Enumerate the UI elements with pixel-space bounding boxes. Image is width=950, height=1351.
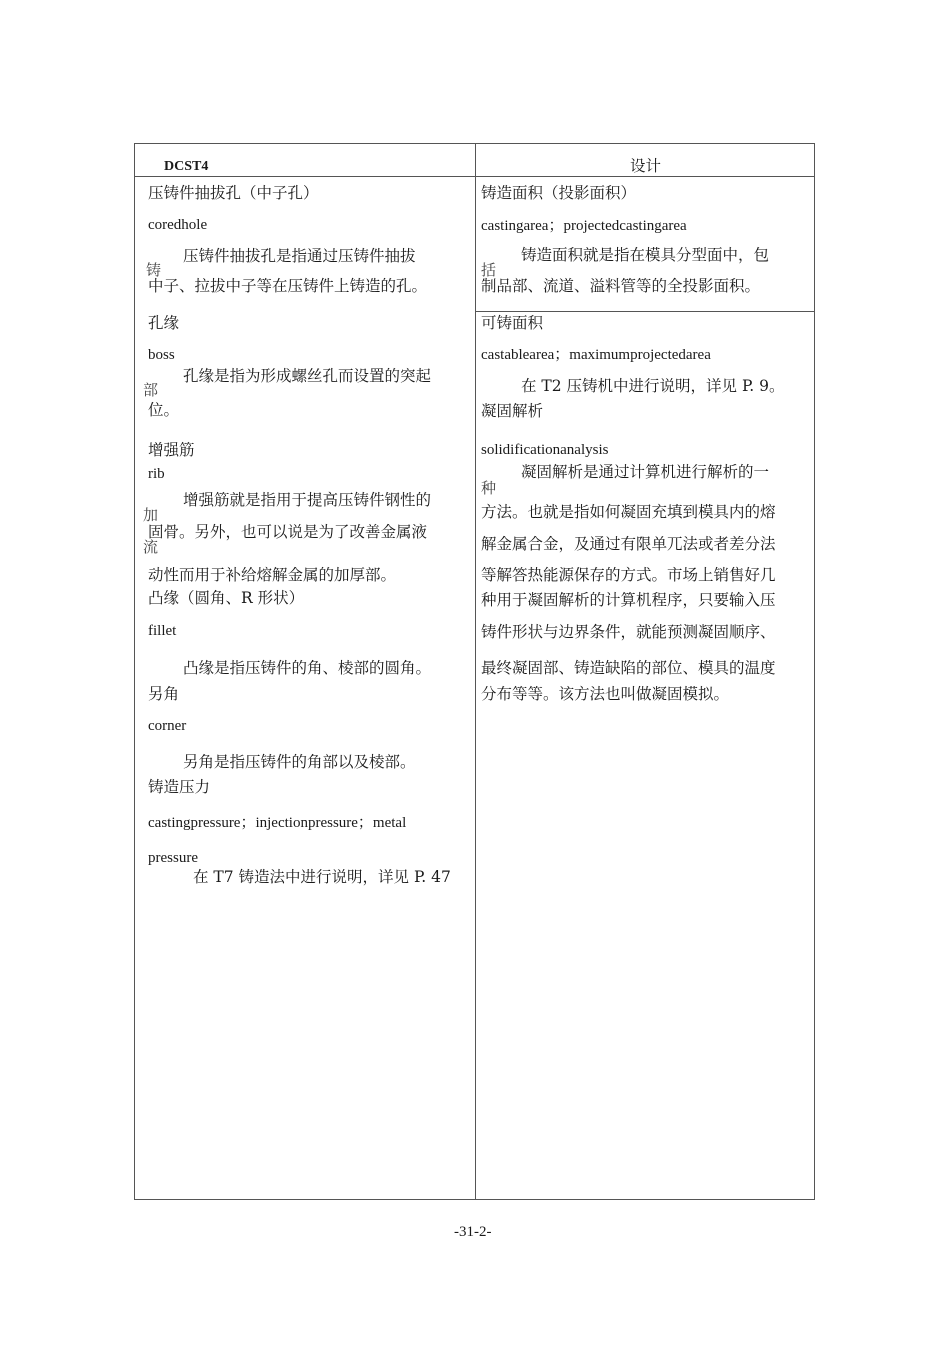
rib-desc-line3: 动性而用于补给熔解金属的加厚部。 [148, 566, 397, 584]
coredhole-desc-line1: 压铸件抽拔孔是指通过压铸件抽拔 [183, 247, 416, 265]
header-section-title: 设计 [630, 157, 662, 175]
corner-term: corner [148, 718, 187, 734]
solidification-desc-line1: 凝固解析是通过计算机进行解析的一 [521, 463, 770, 481]
corner-title: 另角 [148, 685, 180, 703]
solidification-desc-line: 最终凝固部、铸造缺陷的部位、模具的温度 [481, 659, 776, 677]
casting-pressure-title: 铸造压力 [148, 778, 211, 796]
castable-area-desc: 在 T2 压铸机中进行说明，详见 P. 9。 [521, 377, 785, 395]
corner-desc: 另角是指压铸件的角部以及棱部。 [183, 753, 416, 771]
coredhole-title: 压铸件抽拔孔（中子孔） [148, 184, 319, 202]
solidification-desc-line: 分布等等。该方法也叫做凝固模拟。 [481, 685, 730, 703]
rib-cut-glyph-1: 加 [143, 506, 159, 524]
casting-pressure-term-line1: castingpressure；injectionpressure；metal [148, 815, 407, 831]
solidification-title: 凝固解析 [481, 402, 544, 420]
boss-title: 孔缘 [148, 314, 180, 332]
coredhole-desc-line2: 中子、拉拔中子等在压铸件上铸造的孔。 [148, 277, 428, 295]
solidification-term: solidificationanalysis [481, 442, 609, 458]
castable-area-term: castablearea；maximumprojectedarea [481, 347, 711, 363]
solidification-desc-line: 铸件形状与边界条件，就能预测凝固顺序、 [481, 623, 776, 641]
castable-area-title: 可铸面积 [481, 314, 544, 332]
casting-area-desc-line1: 铸造面积就是指在模具分型面中，包 [521, 246, 770, 264]
rib-desc-line2: 固骨。另外，也可以说是为了改善金属液 [148, 523, 428, 541]
solidification-desc-line: 方法。也就是指如何凝固充填到模具内的熔 [481, 503, 776, 521]
solidification-desc-line: 等解答热能源保存的方式。市场上销售好几 [481, 566, 776, 584]
header-divider [135, 176, 814, 177]
boss-desc-line1: 孔缘是指为形成螺丝孔而设置的突起 [183, 367, 432, 385]
page-number: -31-2- [454, 1224, 492, 1240]
column-divider [475, 144, 476, 1199]
solidification-desc-line: 种用于凝固解析的计算机程序，只要输入压 [481, 591, 776, 609]
right-section-divider [475, 311, 815, 312]
casting-area-title: 铸造面积（投影面积） [481, 184, 637, 202]
boss-desc-line2: 位。 [148, 401, 180, 419]
fillet-desc: 凸缘是指压铸件的角、棱部的圆角。 [183, 659, 432, 677]
casting-area-desc-line2: 制品部、流道、溢料管等的全投影面积。 [481, 277, 761, 295]
boss-cut-glyph: 部 [143, 381, 159, 399]
coredhole-term: coredhole [148, 217, 208, 233]
solidification-cut-glyph: 种 [481, 479, 497, 497]
casting-area-term: castingarea；projectedcastingarea [481, 218, 687, 234]
boss-term: boss [148, 347, 175, 363]
fillet-term: fillet [148, 623, 177, 639]
casting-pressure-term-line2: pressure [148, 850, 198, 866]
solidification-desc-line: 解金属合金，及通过有限单兀法或者差分法 [481, 535, 776, 553]
rib-title: 增强筋 [148, 441, 195, 459]
coredhole-cut-glyph: 铸 [146, 261, 162, 279]
casting-pressure-desc: 在 T7 铸造法中进行说明，详见 P. 47 [193, 868, 451, 886]
fillet-title: 凸缘（圆角、R 形状） [148, 589, 305, 607]
rib-term: rib [148, 466, 165, 482]
rib-cut-glyph-2: 流 [143, 538, 159, 556]
header-code: DCST4 [164, 159, 209, 174]
casting-area-cut-glyph: 括 [481, 261, 497, 279]
rib-desc-line1: 增强筋就是指用于提高压铸件钢性的 [183, 491, 432, 509]
